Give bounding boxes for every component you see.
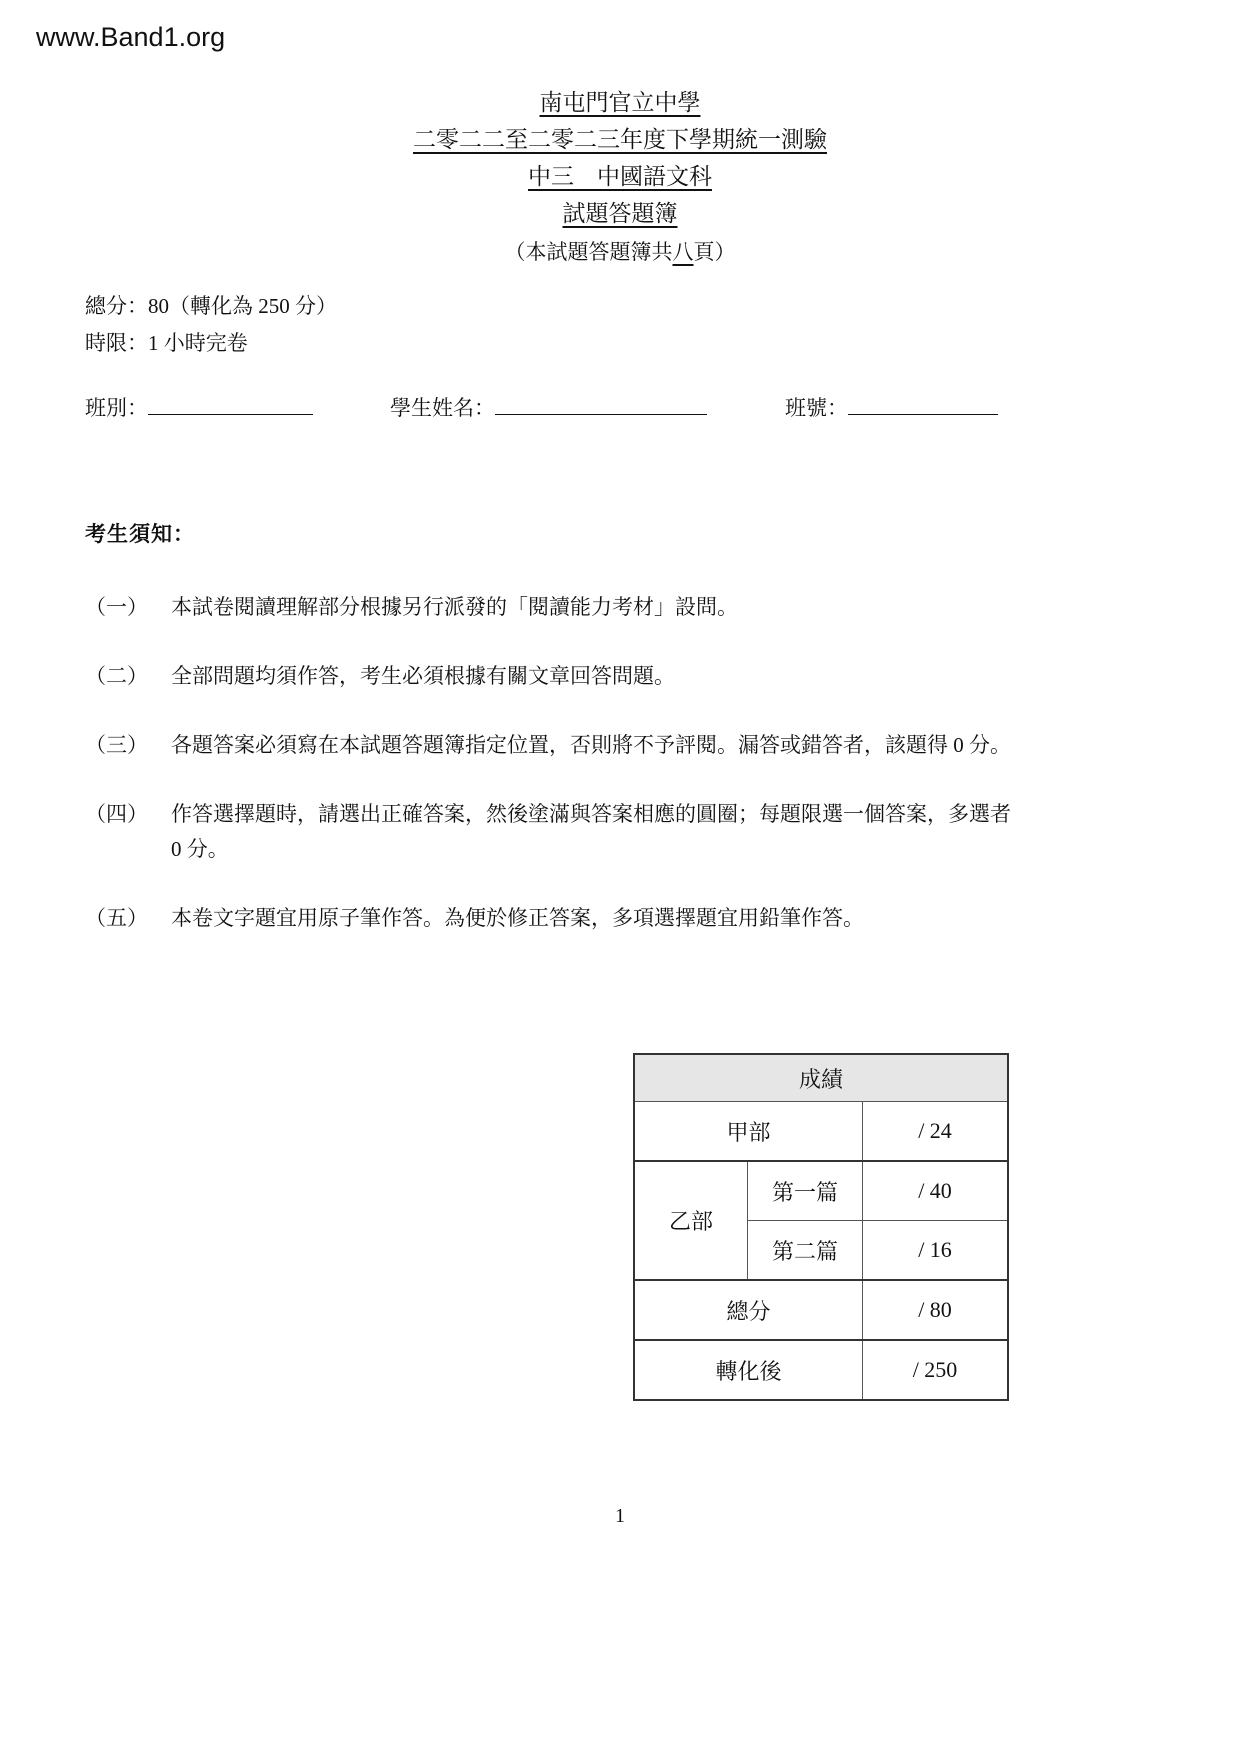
converted-label: 轉化後	[634, 1340, 863, 1400]
part-b1-score: / 40	[863, 1161, 1009, 1221]
pages-note-suffix: 頁）	[693, 240, 736, 264]
notice-item	[85, 728, 1020, 763]
notice-item	[85, 659, 1020, 694]
exam-title: 二零二二至二零二三年度下學期統一測驗	[413, 127, 827, 152]
class-number-blank-line	[848, 392, 998, 415]
notice-item	[85, 797, 1020, 867]
part-a-label: 甲部	[634, 1102, 863, 1162]
notice-item-text: 各題答案必須寫在本試題答題簿指定位置，否則將不予評閱。漏答或錯答者，該題得 0 分。	[171, 733, 1011, 757]
part-a-score: / 24	[863, 1102, 1009, 1162]
class-number-label: 班號：	[785, 396, 848, 421]
notice-title: 考生須知：	[85, 522, 195, 546]
pages-note	[0, 234, 1240, 271]
score-row-part-a	[634, 1102, 1008, 1162]
exam-info	[85, 288, 337, 362]
class-blank-line	[148, 392, 313, 415]
student-name-blank-line	[495, 392, 707, 415]
notice-item-text: 本卷文字題宜用原子筆作答。為便於修正答案，多項選擇題宜用鉛筆作答。	[171, 906, 864, 930]
pages-note-prefix: （本試題答題簿共	[504, 240, 673, 264]
notice-item-text: 作答選擇題時，請選出正確答案，然後塗滿與答案相應的圓圈；每題限選一個答案，多選者 0 分。	[171, 802, 1011, 861]
notice-item-text: 本試卷閱讀理解部分根據另行派發的「閱讀能力考材」設問。	[171, 595, 738, 619]
pages-note-count: 八	[672, 240, 694, 264]
time-limit-line: 時限：1 小時完卷	[85, 331, 248, 355]
booklet-title: 試題答題簿	[562, 201, 678, 226]
exam-title-line	[0, 121, 1240, 158]
part-b-label: 乙部	[634, 1161, 748, 1280]
score-table	[633, 1053, 1009, 1401]
part-b2-label: 第二篇	[748, 1221, 863, 1281]
class-number-field	[785, 392, 998, 422]
score-row-part-b1	[634, 1161, 1008, 1221]
exam-header	[0, 84, 1240, 271]
school-name: 南屯門官立中學	[539, 90, 701, 115]
class-label: 班別：	[85, 396, 148, 421]
notice-item-number: （四）	[85, 802, 148, 826]
total-label: 總分	[634, 1280, 863, 1340]
converted-score: / 250	[863, 1340, 1009, 1400]
notice-item-number: （五）	[85, 906, 148, 930]
form-subject-line	[0, 158, 1240, 195]
score-row-converted	[634, 1340, 1008, 1400]
notice-item-number: （二）	[85, 664, 148, 688]
page-number: 1	[615, 1505, 625, 1527]
notice-item-text: 全部問題均須作答，考生必須根據有關文章回答問題。	[171, 664, 675, 688]
score-row-total	[634, 1280, 1008, 1340]
site-watermark: www.Band1.org	[36, 22, 226, 52]
total-score-line: 總分：80（轉化為 250 分）	[85, 294, 337, 318]
notice-item-number: （三）	[85, 733, 148, 757]
part-b2-score: / 16	[863, 1221, 1009, 1281]
student-name-label: 學生姓名：	[390, 396, 495, 421]
score-table-header-row	[634, 1054, 1008, 1102]
class-field	[85, 392, 313, 422]
notice-item	[85, 590, 1020, 625]
student-name-field	[390, 392, 707, 422]
form-subject: 中三 中國語文科	[528, 164, 712, 189]
notice-item-number: （一）	[85, 595, 148, 619]
total-score: / 80	[863, 1280, 1009, 1340]
booklet-title-line	[0, 195, 1240, 232]
notice-item	[85, 901, 1020, 936]
part-b1-label: 第一篇	[748, 1161, 863, 1221]
notice-list	[85, 590, 1020, 970]
school-name-line	[0, 84, 1240, 121]
score-table-title: 成績	[634, 1054, 1008, 1102]
